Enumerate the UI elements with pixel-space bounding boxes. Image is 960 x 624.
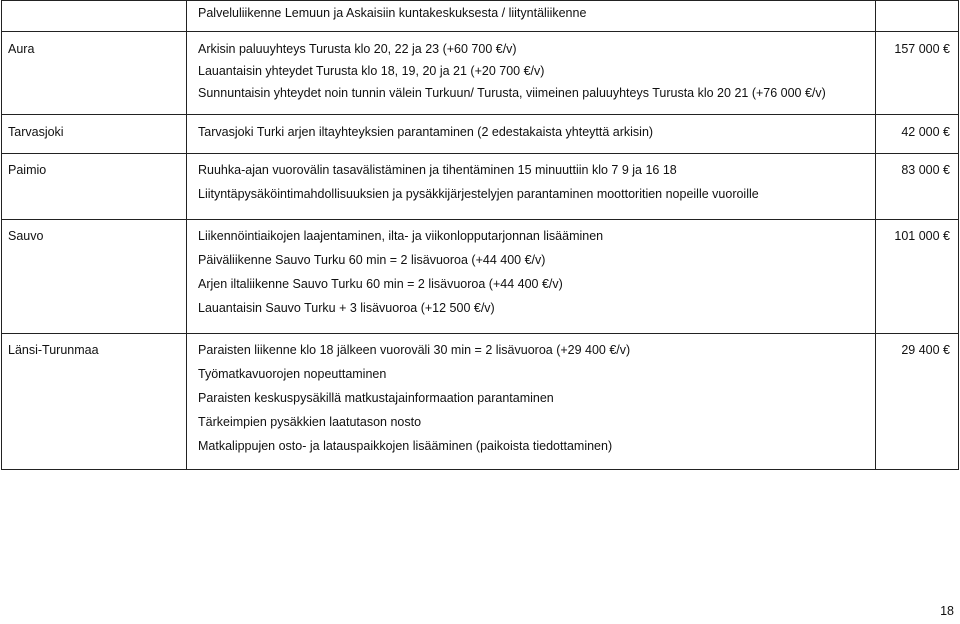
- measure-item: Päiväliikenne Sauvo Turku 60 min = 2 lisävuoroa (+44 400 €/v): [198, 253, 546, 267]
- measure-item: Matkalippujen osto- ja latauspaikkojen lisääminen (paikoista tiedottaminen): [198, 439, 613, 453]
- description-cell: [187, 220, 876, 334]
- measure-item: Liityntäpysäköintimahdollisuuksien ja pysäkkijärjestelyjen parantaminen moottoritien nopeille vuoroille: [198, 187, 759, 201]
- measure-item: Lauantaisin yhteydet Turusta klo 18, 19, 20 ja 21 (+20 700 €/v): [198, 64, 545, 78]
- municipality-name: Sauvo: [8, 229, 44, 243]
- amount-cell: [876, 220, 959, 334]
- measure-item: Liikennöintiaikojen laajentaminen, ilta- ja viikonlopputarjonnan lisääminen: [198, 229, 604, 243]
- description-cell: [187, 334, 876, 470]
- section-heading: Palveluliikenne Lemuun ja Askaisiin kuntakeskuksesta / liityntäliikenne: [198, 6, 587, 20]
- table-row: [2, 154, 959, 220]
- measure-item: Lauantaisin Sauvo Turku + 3 lisävuoroa (+12 500 €/v): [198, 301, 495, 315]
- header-blank-cell: [876, 1, 959, 32]
- municipality-cell: [2, 115, 187, 154]
- measure-item: Työmatkavuorojen nopeuttaminen: [198, 367, 387, 381]
- measure-item: Ruuhka-ajan vuorovälin tasavälistäminen ja tihentäminen 15 minuuttiin klo 7 9 ja 16 18: [198, 163, 677, 177]
- amount-value: 42 000 €: [901, 125, 950, 139]
- description-cell: [187, 32, 876, 115]
- table-row: [2, 220, 959, 334]
- municipality-cell: [2, 334, 187, 470]
- measure-item: Paraisten keskuspysäkillä matkustajainformaation parantaminen: [198, 391, 554, 405]
- measure-item: Arjen iltaliikenne Sauvo Turku 60 min = 2 lisävuoroa (+44 400 €/v): [198, 277, 563, 291]
- municipality-name: Länsi-Turunmaa: [8, 343, 99, 357]
- measures-table: [1, 0, 959, 470]
- description-cell: [187, 154, 876, 220]
- measure-item: Tärkeimpien pysäkkien laatutason nosto: [198, 415, 422, 429]
- amount-value: 101 000 €: [894, 229, 950, 243]
- municipality-name: Tarvasjoki: [8, 125, 64, 139]
- measure-item: Arkisin paluuyhteys Turusta klo 20, 22 ja 23 (+60 700 €/v): [198, 42, 517, 56]
- header-cell: [187, 1, 876, 32]
- table-row: [2, 32, 959, 115]
- header-blank-cell: [2, 1, 187, 32]
- amount-value: 83 000 €: [901, 163, 950, 177]
- amount-cell: [876, 32, 959, 115]
- amount-value: 157 000 €: [894, 42, 950, 56]
- municipality-cell: [2, 32, 187, 115]
- municipality-name: Paimio: [8, 163, 47, 177]
- measure-item: Sunnuntaisin yhteydet noin tunnin välein Turkuun/ Turusta, viimeinen paluuyhteys Turusta klo 20 21 (+76 000 €/v): [198, 86, 826, 100]
- municipality-cell: [2, 220, 187, 334]
- amount-cell: [876, 154, 959, 220]
- page-number: 18: [940, 604, 954, 618]
- table-row: [2, 115, 959, 154]
- measure-item: Paraisten liikenne klo 18 jälkeen vuoroväli 30 min = 2 lisävuoroa (+29 400 €/v): [198, 343, 631, 357]
- description-cell: [187, 115, 876, 154]
- municipality-name: Aura: [8, 42, 35, 56]
- measure-item: Tarvasjoki Turki arjen iltayhteyksien parantaminen (2 edestakaista yhteyttä arkisin): [198, 125, 654, 139]
- table-header-row: [2, 1, 959, 32]
- amount-cell: [876, 334, 959, 470]
- municipality-cell: [2, 154, 187, 220]
- amount-value: 29 400 €: [901, 343, 950, 357]
- amount-cell: [876, 115, 959, 154]
- table-row: [2, 334, 959, 470]
